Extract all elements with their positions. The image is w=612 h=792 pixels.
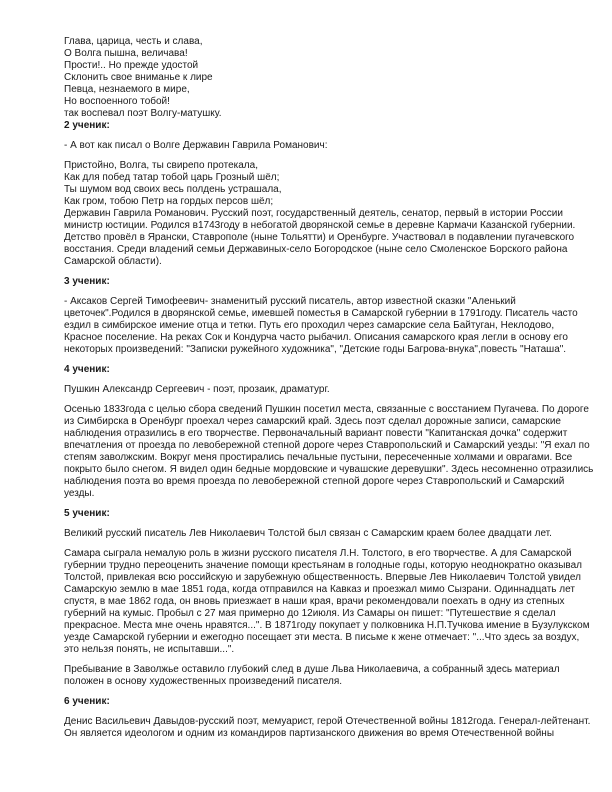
student-heading-2: 2 ученик: [64,120,110,131]
text-line: впечатления от проезда по левобережной степной дороге через Ставропольский и Самарский уезды: "Я ехал по [64,440,590,451]
text-line: ездил в симбирское имение отца и тетки. Путь его проходил через самарские села Байтуган, Неклодово, [64,320,555,331]
text-line: спустя, в мае 1862 года, он вновь приезжает в наши края, врачи рекомендовали поехать в одну из степных [64,596,565,607]
text-line: министр юстиции. Родился в1743году в небогатой дворянской семье в деревне Кармачи Казанской губернии. [64,220,576,231]
poem-volga [64,36,574,120]
student-heading-5: 5 ученик: [64,508,110,519]
derzhavin-bio [64,208,574,268]
text-line: Красное поселение. На реках Сок и Кондурча часто рыбачил. Описания самарского края легли в основу его [64,332,568,343]
pushkin-intro: Пушкин Александр Сергеевич - поэт, прозаик, драматург. [64,384,330,395]
text-line: восстания. Среди владений семьи Державиных-село Богородское (ныне село Смоленское Борского района [64,244,568,255]
text-line: Детство провёл в Ярански, Ставрополе (ныне Тольятти) и Оренбурге. Участвовал в подавлении пугачевского [64,232,575,243]
tolstoy-conclusion [64,664,574,688]
text-line: это нельзя понять, не испытавши...". [64,644,235,655]
poem-line: Глава, царица, честь и слава, [64,36,203,47]
student-heading-4: 4 ученик: [64,364,110,375]
poem-line: Пристойно, Волга, ты свирепо протекала, [64,160,258,171]
poem-line: Как для побед татар тобой царь Грозный шёл; [64,172,280,183]
text-line: Самарской области). [64,256,162,267]
text-line: Пребывание в Заволжье оставило глубокий след в душе Льва Николаевича, а собранный здесь материал [64,664,560,675]
student-heading-6: 6 ученик: [64,696,110,707]
poem-line: так воспевал поэт Волгу-матушку. [64,108,222,119]
poem-line: О Волга пышна, величава! [64,48,188,59]
text-line: положен в основу художественных произведений писателя. [64,676,343,687]
text-line: Самара сыграла немалую роль в жизни русского писателя Л.Н. Толстого, в его творчестве. А для Самарской [64,548,572,559]
text-line: степям заволжским. Вокруг меня простирались печальные пустыни, пересеченные холмами и оврагами. Все [64,452,573,463]
text-line: цветочек".Родился в дворянской семье, имевшей поместья в Самарской губернии в 1791году. Писатель часто [64,308,578,319]
text-line: Толстой, привлекая всю российскую и зарубежную общественность. Впервые Лев Николаевич Толстой увидел [64,572,581,583]
text-line: наблюдения отразились в его творчестве. Первоначальный вариант повести "Капитанская дочка" содержит [64,428,568,439]
poem-line: Склонить свое вниманье к лире [64,72,213,83]
text-line: - Аксаков Сергей Тимофеевич- знаменитый русский писатель, автор известной сказки "Аленький [64,296,516,307]
section-2-intro: - А вот как писал о Волге Державин Гаврила Романович: [64,140,328,151]
text-line: наблюдения поэта во время проезда по левобережной степной дороге через Ставропольский и Самарский [64,476,565,487]
poem-line: Как гром, тобою Петр на гордых персов шёл; [64,196,274,207]
text-line: из Симбирска в Оренбург проехал через самарский край. Здесь поэт сделал дорожные записи, самарские [64,416,561,427]
text-line: Он является идеологом и одним из командиров партизанского движения во время Отечественной войны [64,728,555,739]
text-line: покрыто было снегом. Я видел один бедные мордовские и чувашские деревушки". Здесь несомненно отразились [64,464,594,475]
poem-line: Но воспоенного тобой! [64,96,170,107]
text-line: уезде Самарской губернии и ежегодно посещает эти места. В письме к жене отмечает: "...Что здесь за воздух, [64,632,580,643]
text-line: Осенью 1833года с целью сбора сведений Пушкин посетил места, связанные с восстанием Пугачева. По дороге [64,404,589,415]
text-line: губернии трудно переоценить значение помощи крестьянам в голодные годы, которую неоднократно оказывал [64,560,583,571]
aksakov-paragraph [64,296,578,356]
poem-derzhavin [64,160,574,208]
pushkin-paragraph [64,404,594,500]
davydov-paragraph [64,716,591,740]
text-line: Державин Гаврила Романович. Русский поэт, государственный деятель, сенатор, первый в истории России [64,208,563,219]
tolstoy-intro: Великий русский писатель Лев Николаевич Толстой был связан с Самарским краем более двадцати лет. [64,528,552,539]
text-line: Самарскую землю в мае 1851 года, когда отправился на Кавказ и проезжал мимо Сызрани. Одиннадцать лет [64,584,575,595]
poem-line: Ты шумом вод своих весь полдень устрашала, [64,184,282,195]
text-line: уезды. [64,488,95,499]
text-line: губерний на кумыс. Пробыл с 27 мая примерно до 12июля. Из Самары он пишет: "Путешествие я сделал [64,608,556,619]
poem-line: Прости!.. Но прежде удостой [64,60,199,71]
student-heading-3: 3 ученик: [64,276,110,287]
text-line: прекрасное. Места мне очень нравятся...". В 1871году покупает у полковника Н.П.Тучкова имение в Бузулукском [64,620,590,631]
poem-line: Певца, незнаемого в мире, [64,84,190,95]
tolstoy-paragraph [64,548,590,656]
text-line: Денис Васильевич Давыдов-русский поэт, мемуарист, герой Отечественной войны 1812года. Генерал-лейтенант. [64,716,591,727]
text-line: некоторых произведений: "Записки ружейного художника", "Детские годы Багрова-внука",повесть "Наташа". [64,344,567,355]
